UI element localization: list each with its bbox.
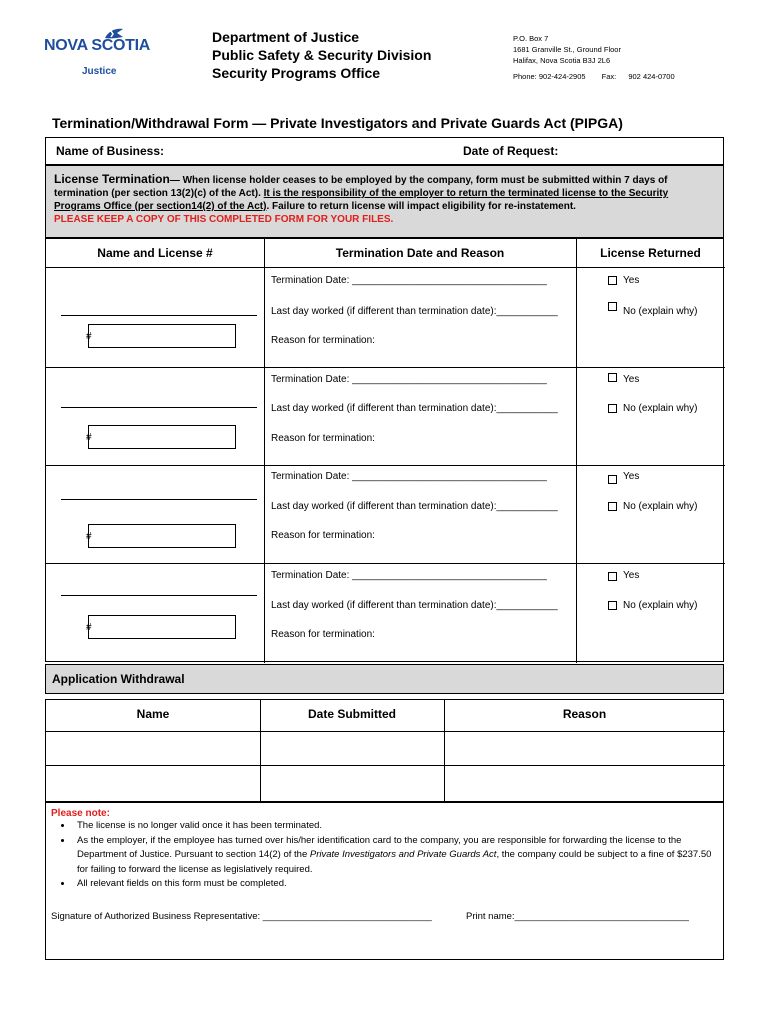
date-of-request-label: Date of Request: — [463, 144, 559, 158]
withdrawal-header-date: Date Submitted — [307, 707, 396, 721]
header-name-license: Name and License # — [97, 246, 213, 260]
notes-list — [51, 819, 717, 892]
no-checkbox[interactable] — [608, 404, 617, 413]
yes-label: Yes — [623, 471, 640, 482]
license-hash: # — [86, 531, 92, 542]
dept-line: Department of Justice — [212, 29, 360, 45]
employee-name-line[interactable] — [61, 499, 257, 500]
logo-name: NOVA SCOTIA — [44, 37, 151, 54]
address-line: P.O. Box 7 — [513, 34, 549, 43]
withdrawal-header-name: Name — [136, 707, 170, 721]
department-block — [212, 28, 431, 82]
withdrawal-reason-field[interactable] — [446, 733, 722, 763]
address-line: 1681 Granville St., Ground Floor — [513, 45, 621, 54]
withdrawal-table — [45, 699, 724, 802]
license-return-responsibility: It is the responsibility of the employer to return the terminated license to the Security Programs Office (per section14(2) of the Act) — [54, 188, 669, 212]
no-label: No (explain why) — [623, 306, 698, 317]
no-label: No (explain why) — [623, 501, 698, 512]
last-day-worked-field[interactable]: Last day worked (if different than termination date):___________ — [271, 306, 558, 317]
yes-label: Yes — [623, 275, 640, 286]
reason-field[interactable]: Reason for termination: — [271, 335, 375, 346]
business-name-label: Name of Business: — [56, 144, 165, 158]
yes-checkbox[interactable] — [608, 373, 617, 382]
header-license-returned: License Returned — [600, 246, 701, 260]
license-number-field[interactable] — [88, 425, 236, 449]
license-hash: # — [86, 432, 92, 443]
note-item: • As the employer, if the employee has turned over his/her identification card to the company, you are responsible for forwarding the license to the Department of Justice. Pursuant to section 14(2) of the Private Investigators and Private Guards Act, the company could be subject to a fine of $237.50 for failing to forward the license as legislatively required. — [73, 834, 717, 878]
yes-checkbox[interactable] — [608, 475, 617, 484]
reason-field[interactable]: Reason for termination: — [271, 629, 375, 640]
license-termination-title: License Termination — [54, 172, 170, 186]
notes-section — [45, 802, 724, 960]
no-checkbox[interactable] — [608, 502, 617, 511]
license-hash: # — [86, 331, 92, 342]
yes-label: Yes — [623, 374, 640, 385]
dept-line: Security Programs Office — [212, 65, 381, 81]
withdrawal-date-field[interactable] — [262, 767, 442, 799]
no-label: No (explain why) — [623, 403, 698, 414]
license-termination-section — [45, 165, 724, 238]
header-termination-date: Termination Date and Reason — [335, 246, 505, 260]
notes-title: Please note: — [51, 808, 110, 819]
employee-name-line[interactable] — [61, 595, 257, 596]
fax-label: Fax: — [601, 72, 617, 81]
address-block — [513, 33, 621, 66]
termination-date-field[interactable]: Termination Date: ___________________________________ — [271, 275, 547, 286]
license-termination-intro: — When license holder ceases to be employed by the company, form must be submitted within 7 days of termination (per section 13(2)(c) of the Act). — [54, 175, 668, 199]
employee-name-line[interactable] — [61, 407, 257, 408]
application-withdrawal-title: Application Withdrawal — [52, 672, 185, 686]
keep-copy-warning: PLEASE KEEP A COPY OF THIS COMPLETED FORM FOR YOUR FILES. — [54, 214, 394, 225]
license-number-field[interactable] — [88, 324, 236, 348]
withdrawal-header-reason: Reason — [562, 707, 607, 721]
date-of-request-field[interactable] — [561, 140, 711, 160]
logo-sub: Justice — [82, 66, 117, 77]
fax-number: 902 424-0700 — [628, 72, 675, 81]
termination-date-field[interactable]: Termination Date: ___________________________________ — [271, 570, 547, 581]
phone-fax — [513, 72, 675, 81]
termination-table — [45, 238, 724, 662]
license-number-field[interactable] — [88, 615, 236, 639]
termination-date-field[interactable]: Termination Date: ___________________________________ — [271, 471, 547, 482]
business-name-field[interactable] — [166, 140, 446, 160]
yes-checkbox[interactable] — [608, 572, 617, 581]
no-checkbox[interactable] — [608, 601, 617, 610]
note-item: • The license is no longer valid once it has been terminated. — [73, 819, 717, 834]
no-label: No (explain why) — [623, 600, 698, 611]
print-name-field[interactable]: Print name:_________________________________ — [466, 911, 689, 922]
last-day-worked-field[interactable]: Last day worked (if different than termination date):___________ — [271, 403, 558, 414]
last-day-worked-field[interactable]: Last day worked (if different than termination date):___________ — [271, 600, 558, 611]
reason-field[interactable]: Reason for termination: — [271, 433, 375, 444]
employee-name-line[interactable] — [61, 315, 257, 316]
yes-checkbox[interactable] — [608, 276, 617, 285]
withdrawal-name-field[interactable] — [48, 733, 258, 763]
address-line: Halifax, Nova Scotia B3J 2L6 — [513, 56, 611, 65]
license-termination-after: . Failure to return license will impact eligibility for re-instatement. — [266, 201, 576, 212]
business-row — [45, 137, 724, 165]
phone-number: Phone: 902-424-2905 — [513, 72, 586, 81]
license-number-field[interactable] — [88, 524, 236, 548]
reason-field[interactable]: Reason for termination: — [271, 530, 375, 541]
withdrawal-date-field[interactable] — [262, 733, 442, 763]
signature-field[interactable]: Signature of Authorized Business Representative: ________________________________ — [51, 911, 432, 922]
last-day-worked-field[interactable]: Last day worked (if different than termination date):___________ — [271, 501, 558, 512]
application-withdrawal-header — [45, 664, 724, 694]
form-title: Termination/Withdrawal Form — Private Investigators and Private Guards Act (PIPGA) — [52, 115, 623, 131]
license-hash: # — [86, 622, 92, 633]
withdrawal-reason-field[interactable] — [446, 767, 722, 799]
yes-label: Yes — [623, 570, 640, 581]
termination-date-field[interactable]: Termination Date: ___________________________________ — [271, 374, 547, 385]
dept-line: Public Safety & Security Division — [212, 47, 432, 63]
note-item: • All relevant fields on this form must be completed. — [73, 877, 717, 892]
withdrawal-name-field[interactable] — [48, 767, 258, 799]
no-checkbox[interactable] — [608, 302, 617, 311]
